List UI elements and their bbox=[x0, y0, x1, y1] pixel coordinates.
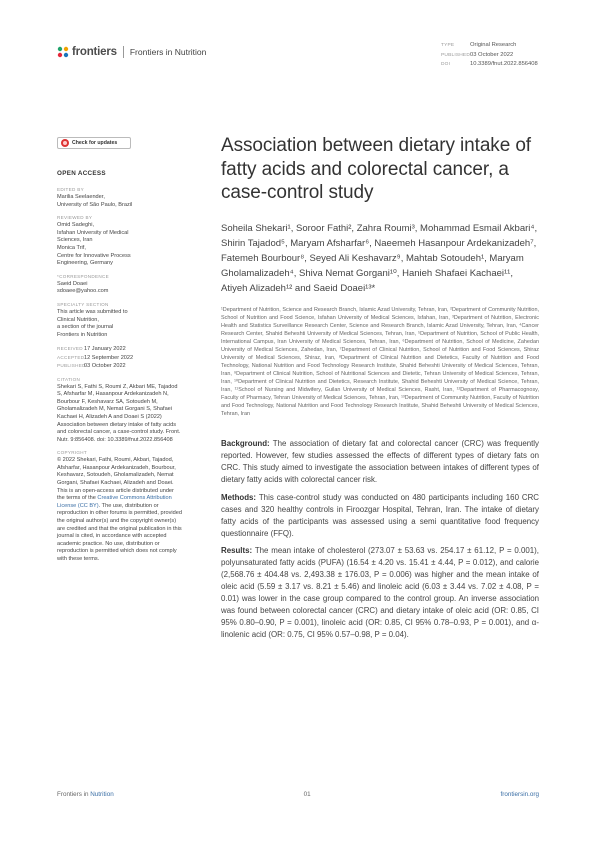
meta-value: Original Research bbox=[470, 42, 517, 48]
license-link[interactable]: Creative Commons Attribution License (CC BY) bbox=[57, 495, 172, 509]
meta-key: TYPE bbox=[441, 43, 455, 48]
section-label: REVIEWED BY bbox=[57, 215, 93, 221]
footer-accent: Nutrition bbox=[90, 791, 114, 798]
abstract-text: The mean intake of cholesterol (273.07 ± 53.63 vs. 254.17 ± 61.12, P = 0.001), polyunsaturated fatty acids (PUFA) (16.54 ± 4.20 vs. 15.41 ± 4.44, P = 0.012), and calorie (2,568.76 ± 404.48 vs. 2,493.38 ± 176.03, P = 0.006) was higher and the mean intake of oleic acid (5.59 ± 3.17 vs. 8.21 ± 5.46) and linoleic acid (6.03 ± 3.44 vs. 7.02 ± 4.08, P = 0.01) was lower in the case group compared to the control group. An inverse association was found between colorectal cancer (CRC) and dietary intake of oleic acid (OR: 0.85, CI 95% 0.80–0.90, P = 0.001), linoleic acid (OR: 0.85, CI 95% 0.78–0.93, P = 0.001), and α-linolenic acid (OR: 0.75, CI 95% 0.57–0.98, P = 0.04). bbox=[221, 546, 539, 639]
footer-journal[interactable] bbox=[57, 791, 114, 798]
frontiers-logo[interactable] bbox=[57, 46, 117, 58]
date-key: ACCEPTED bbox=[57, 354, 85, 360]
footer-site-link[interactable]: frontiersin.org bbox=[500, 791, 539, 798]
sidebar bbox=[57, 170, 183, 570]
check-for-updates-button[interactable] bbox=[57, 137, 131, 149]
abstract-label: Results: bbox=[221, 546, 253, 556]
page-number: 01 bbox=[303, 791, 311, 798]
abstract-text: The association of dietary fat and colorectal cancer (CRC) was frequently reported. However, few studies assessed the effects of different types of dietary fats on CRC. This study aimed to investigate the association between intakes of different types of dietary fatty acids with colorectal cancer risk. bbox=[221, 439, 539, 484]
correspondence-section bbox=[57, 274, 183, 296]
meta-row-type bbox=[441, 41, 538, 51]
citation-text: Shekari S, Fathi S, Roumi Z, Akbari ME, Tajadod S, Afsharfar M, Hasanpour Ardekanizadeh N, Bourbour F, Keshavarz SA, Sotoudeh M, Gholamalizadeh M, Nemat Gorgani S, Shafaei Kachaei H, Alizadeh A and Doaei S (2022) Association between dietary intake of fatty acids and colorectal cancer, a case-control study. Front. Nutr. 9:856408. doi: 10.3389/fnut.2022.856408 bbox=[57, 383, 181, 443]
section-label: EDITED BY bbox=[57, 187, 84, 192]
date-value: 12 September 2022 bbox=[84, 354, 134, 361]
copyright-section bbox=[57, 450, 183, 563]
affiliations: ¹Department of Nutrition, Science and Research Branch, Islamic Azad University, Tehran, Iran, ²Department of Community Nutrition, School of Nutrition and Food Science, Isfahan University of Medical Sciences, Isfahan, Iran, ³Department of Nutrition, Electronic Health and Statistics Surveillance Research Center, Science and Research Branch, Islamic Azad University, Tehran, Iran, ⁴Cancer Research Center, Shahid Beheshti University of Medical Sciences, Tehran, Iran, ⁵Department of Nutrition, School of Public Health, International Campus, Iran University of Medical Sciences, Tehran, Iran, ⁶Department of Nutrition, School of Medicine, Zahedan University of Medical Sciences, Zahedan, Iran, ⁷Department of Clinical Nutrition, School of Nutrition and Food Sciences, Shiraz University of Medical Sciences, Shiraz, Iran, ⁸Department of Clinical Nutrition and Dietetics, Faculty of Nutrition and Food Technology, National Nutrition and Food Technology Research Institute, Shahid Beheshti University of Medical Sciences, Tehran, Iran, ⁹Department of Clinical Nutrition, School of Nutritional Sciences and Dietetic, Tehran University of Medical Sciences, Tehran, Iran, ¹⁰Department of Clinical Nutrition and Dietetics, Research Institute, Shahid Beheshti University of Medical Science, Tehran, Iran, ¹¹School of Nursing and Midwifery, Guilan University of Medical Sciences, Rasht, Iran, ¹²Department of Pharmacognosy, Faculty of Pharmacy, Tehran University of Medical Sciences, Tehran, Iran, ¹³Department of Community Nutrition, Faculty of Nutrition and Food Technology, National Nutrition and Food Technology Research Institute, Shahid Beheshti University of Medical Sciences, Tehran, Iran bbox=[221, 306, 539, 418]
check-updates-label: Check for updates bbox=[72, 140, 118, 146]
abstract-label: Methods: bbox=[221, 492, 257, 502]
section-label: CITATION bbox=[57, 376, 81, 382]
date-value: 17 January 2022 bbox=[84, 346, 126, 353]
check-updates-icon bbox=[61, 139, 69, 147]
edited-by-section bbox=[57, 187, 183, 209]
editor-text: Marilia Seelaender, University of São Paulo, Brazil bbox=[57, 194, 133, 208]
frontiers-logo-icon bbox=[57, 46, 69, 58]
abstract-background bbox=[221, 438, 539, 486]
meta-row-published bbox=[441, 51, 538, 61]
citation-section bbox=[57, 377, 183, 445]
date-key: PUBLISHED bbox=[57, 363, 86, 369]
meta-row-doi bbox=[441, 60, 538, 70]
abstract-results bbox=[221, 545, 539, 640]
page-footer bbox=[57, 791, 539, 798]
open-access-label: OPEN ACCESS bbox=[57, 170, 106, 177]
abstract-methods bbox=[221, 492, 539, 540]
footer-prefix: Frontiers in bbox=[57, 791, 91, 798]
section-label: *CORRESPONDENCE bbox=[57, 273, 109, 279]
date-received bbox=[57, 345, 183, 353]
copyright-pre: © 2022 Shekari, Fathi, Roumi, Akbari, Tajadod, Afsharfar, Hasanpour Ardekanizadeh, Bourbour, Keshavarz, Sotoudeh, Gholamalizadeh, Nemat Gorgani, Shafaei Kachaei, Alizadeh and Doaei. This is an open-access article distributed under the terms of the bbox=[57, 457, 176, 502]
header-divider bbox=[123, 46, 124, 58]
page-header bbox=[57, 44, 206, 60]
main-content bbox=[221, 134, 539, 647]
author-list: Soheila Shekari¹, Soroor Fathi², Zahra Roumi³, Mohammad Esmail Akbari⁴, Shirin Tajadod⁵, Maryam Afsharfar⁶, Naeemeh Hasanpour Ardekanizadeh⁷, Fatemeh Bourbour⁸, Seyed Ali Keshavarz⁹, Mahtab Sotoudeh¹, Maryam Gholamalizadeh⁴, Shiva Nemat Gorgani¹⁰, Hanieh Shafaei Kachaei¹¹, Atiyeh Alizadeh¹² and Saeid Doaei¹³* bbox=[221, 222, 538, 294]
meta-key: PUBLISHED bbox=[441, 52, 470, 58]
meta-key: DOI bbox=[441, 62, 451, 67]
date-accepted bbox=[57, 354, 183, 362]
abstract-label: Background: bbox=[221, 439, 270, 449]
specialty-section bbox=[57, 302, 183, 339]
copyright-text bbox=[57, 457, 183, 563]
specialty-text: This article was submitted to Clinical Nutrition, a section of the journal Frontiers in Nutrition bbox=[57, 308, 128, 338]
date-value: 03 October 2022 bbox=[84, 363, 126, 370]
dates-section bbox=[57, 345, 183, 370]
date-key: RECEIVED bbox=[57, 346, 83, 352]
section-label: SPECIALTY SECTION bbox=[57, 301, 109, 307]
date-published bbox=[57, 362, 183, 370]
journal-name[interactable]: Frontiers in Nutrition bbox=[129, 47, 207, 57]
abstract bbox=[221, 438, 539, 641]
section-label: COPYRIGHT bbox=[57, 450, 88, 456]
logo-word: frontiers bbox=[72, 46, 117, 58]
reviewed-by-section bbox=[57, 215, 183, 268]
meta-value: 03 October 2022 bbox=[470, 51, 514, 58]
article-meta bbox=[441, 41, 538, 70]
doi-link[interactable]: 10.3389/fnut.2022.856408 bbox=[470, 61, 538, 67]
article-title: Association between dietary intake of fatty acids and colorectal cancer, a case-control study bbox=[221, 135, 531, 203]
copyright-post: . The use, distribution or reproduction in other forums is permitted, provided the original author(s) and the copyright owner(s) are credited and that the original publication in this journal is cited, in accordance with accepted academic practice. No use, distribution or reproduction is permitted which does not comply with these terms. bbox=[57, 502, 182, 562]
correspondence-text[interactable]: Saeid Doaei sdoaee@yahoo.com bbox=[57, 280, 109, 295]
reviewer-text: Omid Sadeghi, Isfahan University of Medical Sciences, Iran Monica Trif, Centre for Innovative Process Engineering, Germany bbox=[57, 222, 131, 267]
abstract-text: This case-control study was conducted on 480 participants including 160 CRC cases and 320 healthy controls in Firoozgar Hospital, Tehran, Iran. The intake of dietary fatty acids of the participants was assessed using a semi quantitative food frequency questionnaire (FFQ). bbox=[221, 492, 539, 538]
